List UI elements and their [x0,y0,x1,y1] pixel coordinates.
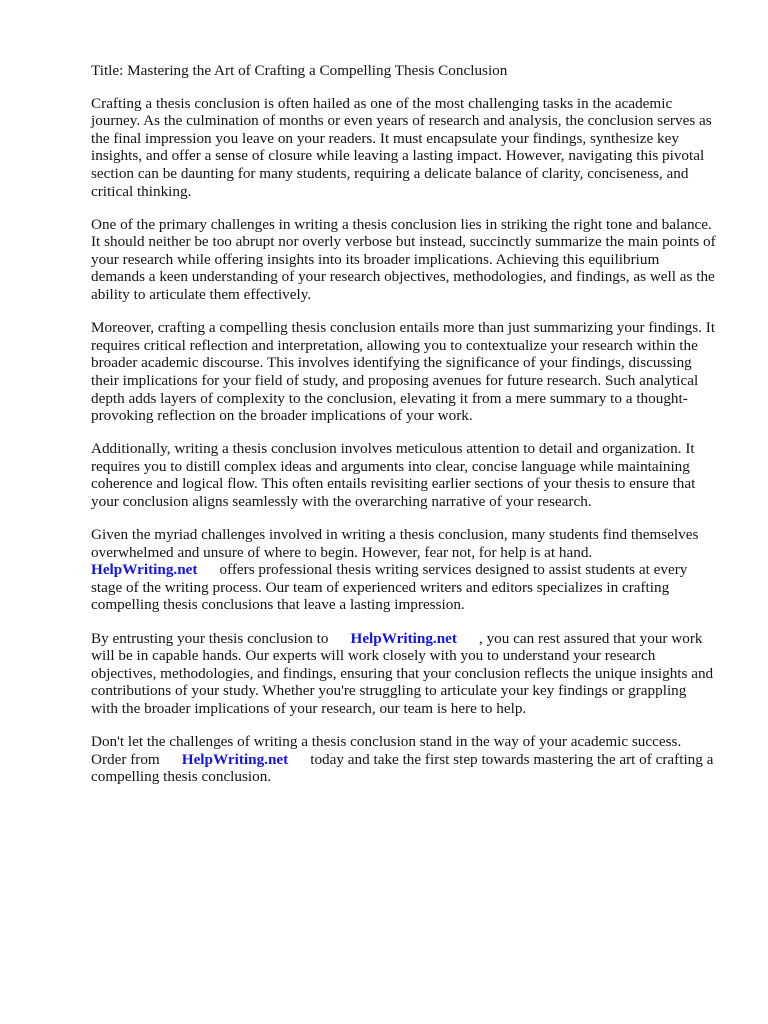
paragraph-5-text-before: Given the myriad challenges involved in writing a thesis conclusion, many students find themselves overwhelmed and unsure of where to begin. However, fear not, for help is at hand. [91,526,699,561]
paragraph-6-text-after: , you can rest assured that your work will be in capable hands. Our experts will work closely with you to understand your research objectives, methodologies, and findings, ensuring that your conclusion reflects the unique insights and contributions of your study. Whether you're struggling to articulate your key findings or grappling with the broader implications of your research, our team is here to help. [91,629,714,717]
paragraph-2: One of the primary challenges in writing a thesis conclusion lies in striking the right tone and balance. It should neither be too abrupt nor overly verbose but instead, succinctly summarize the main points of your research while offering insights into its broader implications. Achieving this equilibrium demands a keen understanding of your research objectives, methodologies, and findings, as well as the ability to articulate them effectively. [91,215,716,304]
paragraph-6 [91,630,716,718]
paragraph-4: Additionally, writing a thesis conclusion involves meticulous attention to detail and organization. It requires you to distill complex ideas and arguments into clear, concise language while maintaining coherence and logical flow. This often entails revisiting earlier sections of your thesis to ensure that your conclusion aligns seamlessly with the overarching narrative of your research. [91,440,696,510]
paragraph-7-text-after: today and take the first step towards mastering the art of crafting a compelling thesis conclusion. [91,750,714,786]
paragraph-6-text-before: By entrusting your thesis conclusion to [91,629,329,647]
document-title: Title: Mastering the Art of Crafting a Compelling Thesis Conclusion [91,62,508,79]
paragraph-3: Moreover, crafting a compelling thesis conclusion entails more than just summarizing your findings. It requires critical reflection and interpretation, allowing you to contextualize your research within the broader academic discourse. This involves identifying the significance of your findings, discussing their implications for your field of study, and proposing avenues for future research. Such analytical depth adds layers of complexity to the conclusion, elevating it from a mere summary to a thought-provoking reflection on the broader implications of your work. [91,319,716,425]
paragraph-7 [91,733,716,786]
paragraph-1: Crafting a thesis conclusion is often hailed as one of the most challenging tasks in the academic journey. As the culmination of months or even years of research and analysis, the conclusion serves as the final impression you leave on your readers. It must encapsulate your findings, synthesize key insights, and offer a sense of closure while leaving a lasting impact. However, navigating this pivotal section can be daunting for many students, requiring a delicate balance of clarity, conciseness, and critical thinking. [91,94,712,200]
paragraph-5 [91,526,716,614]
helpwriting-link-3[interactable]: HelpWriting.net [181,750,289,768]
paragraph-7-text-before: Don't let the challenges of writing a thesis conclusion stand in the way of your academic success. Order from [91,733,682,768]
helpwriting-link-2[interactable]: HelpWriting.net [350,629,457,647]
helpwriting-link-1[interactable]: HelpWriting.net [91,561,198,579]
paragraph-5-text-after: offers professional thesis writing services designed to assist students at every stage of the writing process. Our team of experienced writers and editors specializes in crafting compelling thesis conclusions that leave a lasting impression. [91,561,688,614]
